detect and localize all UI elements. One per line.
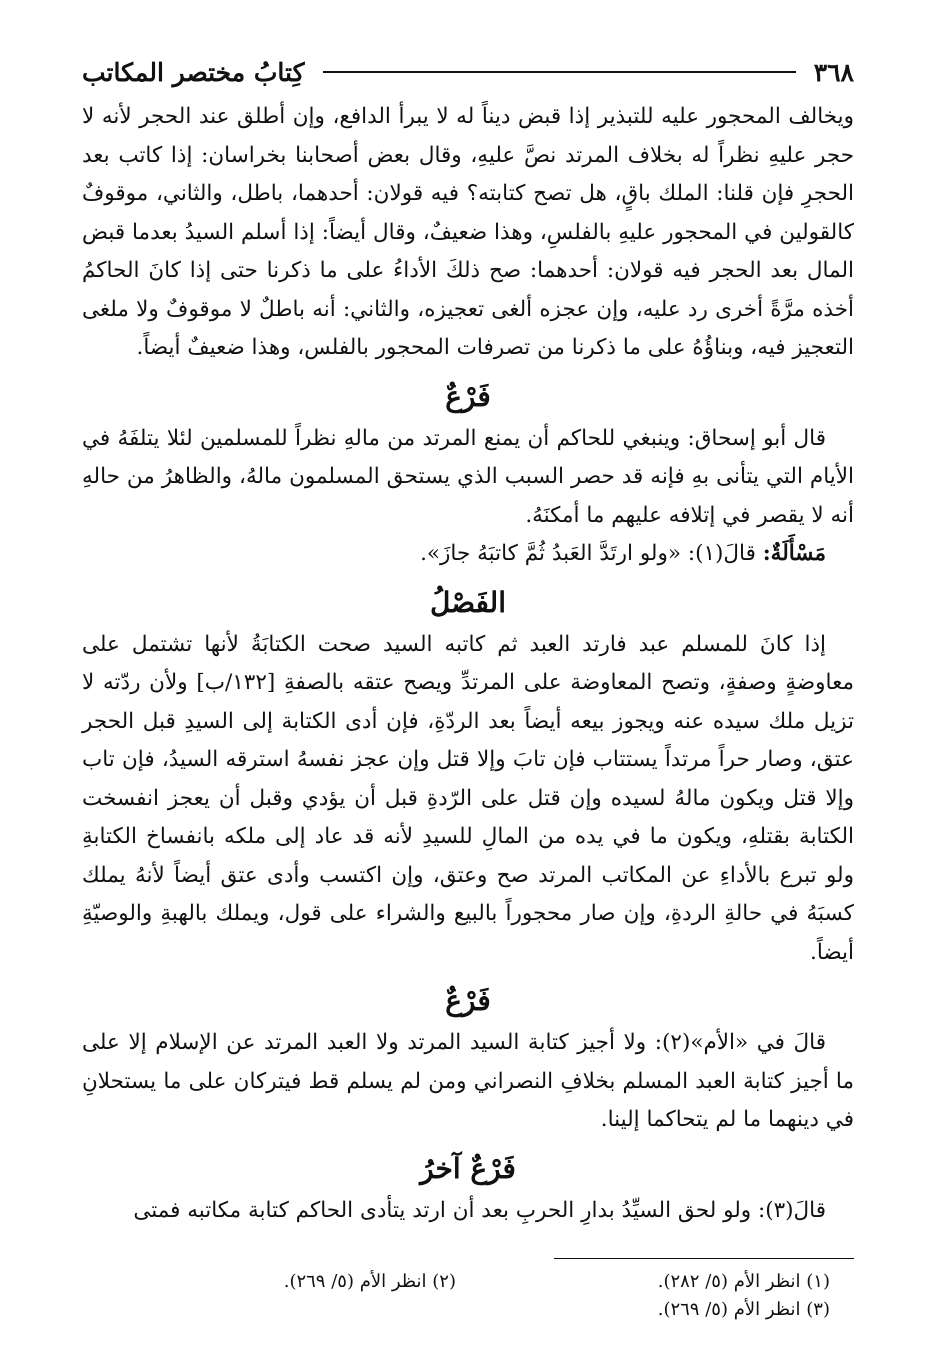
footnote-1: (١) انظر الأم (٥/ ٢٨٢). [657, 1271, 830, 1292]
footnote-2: (٢) انظر الأم (٥/ ٢٦٩). [283, 1271, 456, 1292]
page-number: ٣٦٨ [813, 57, 854, 87]
body-text [82, 98, 854, 1230]
masala-text: قالَ(١): «ولو ارتَدَّ العَبدُ ثُمَّ كاتبَهُ جازَ». [420, 541, 756, 566]
footnote-separator [554, 1258, 854, 1259]
footnote-3: (٣) انظر الأم (٥/ ٢٦٩). [657, 1299, 830, 1320]
footnote-row [82, 1268, 830, 1296]
header-rule [323, 71, 796, 73]
section-heading: فَرْعٌ [445, 984, 491, 1017]
section-heading: الفَصْلُ [430, 585, 506, 619]
page-header [82, 52, 854, 92]
section-heading: فَرْعٌ [445, 379, 491, 413]
body-paragraph: ويخالف المحجور عليه للتبذير إذا قبض ديناً له لا يبرأ الدافع، وإن أطلق عند الحجر لأنه لا حجر عليهِ نظراً له بخلاف المرتد نصَّ عليهِ، وقال بعض أصحابنا بخراسان: إذا كاتب بعد الحجرِ فإن قلنا: الملك باقٍ، هل تصح كتابته؟ فيه قولان: أحدهما، باطل، والثاني، موقوفٌ كالقولين في المحجور عليهِ بالفلسِ، وهذا ضعيفٌ، وقال أيضاً: إذا أسلم السيدُ بعدما قبض المال بعد الحجر فيه قولان: أحدهما: صح ذلكَ الأداءُ على ما ذكرنا حتى إذا كانَ الحاكمُ أخذه مرَّةً أخرى رد عليه، وإن عجزه ألغى تعجيزه، والثاني: أنه باطلٌ لا موقوفٌ ولا ملغى التعجيز فيه، وبناؤُهُ على ما ذكرنا من تصرفات المحجور بالفلس، وهذا ضعيفٌ أيضاً. [82, 104, 854, 360]
book-title: كِتابُ مختصر المكاتب [82, 57, 305, 87]
masala-label: مَسْأَلَةٌ: [762, 541, 826, 566]
body-paragraph: إذا كانَ للمسلم عبد فارتد العبد ثم كاتبه السيد صحت الكتابَةُ لأنها تشتمل على معاوضةٍ وصفةٍ، وتصح المعاوضة على المرتدِّ ويصح عتقه بالصفةِ [١٣٢/ب] ولأن ردّته لا تزيل ملك سيده عنه ويجوز بيعه أيضاً بعد الردّةِ، فإن أدى الكتابة إلى السيدِ قبل الحجر عتق، وصار حراً مرتداً يستتاب فإن تابَ وإلا قتل وإن عجز نفسهُ استرقه السيدُ، فإن تاب وإلا قتل ويكون مالهُ لسيده وإن قتل على الرّدةِ قبل أن يؤدي وقبل أن يعجز انفسخت الكتابة بقتلهِ، ويكون ما في يده من المالِ للسيدِ لأنه قد عاد إلى ملكه بانفساخ الكتابةِ ولو تبرع بالأداءِ عن المكاتب المرتد صح وعتق، وإن اكتسب وأدى عتق أيضاً لأنهُ يملك كسبَهُ في حالةِ الردةِ، وإن صار محجوراً بالبيع والشراء على قول، ويملك بالهبةِ والوصيّةِ أيضاً. [82, 631, 854, 965]
footnotes [82, 1268, 830, 1324]
body-paragraph: قالَ(٣): ولو لحق السيِّدُ بدارِ الحربِ بعد أن ارتد يتأدى الحاكم كتابة مكاتبه فمتى [133, 1197, 826, 1223]
body-paragraph: قالَ في «الأم»(٢): ولا أجيز كتابة السيد المرتد ولا العبد المرتد عن الإسلام إلا على ما أجيز كتابة العبد المسلم بخلافِ النصراني ومن لم يسلم قط فيتركان على ما يستحلانِ في دينهما ما لم يتحاكما إلينا. [82, 1030, 854, 1132]
section-heading: فَرْعٌ آخرُ [420, 1151, 516, 1185]
footnote-row [82, 1296, 830, 1324]
masala-paragraph [82, 535, 854, 574]
body-paragraph: قال أبو إسحاق: وينبغي للحاكم أن يمنع المرتد من مالهِ نظراً للمسلمين لئلا يتلفَهُ في الأيام التي يتأنى بهِ فإنه قد حصر السبب الذي يستحق المسلمون مالهُ، والظاهرُ من حالهِ أنه لا يقصر في إتلافه عليهم ما أمكنَهُ. [82, 425, 854, 528]
